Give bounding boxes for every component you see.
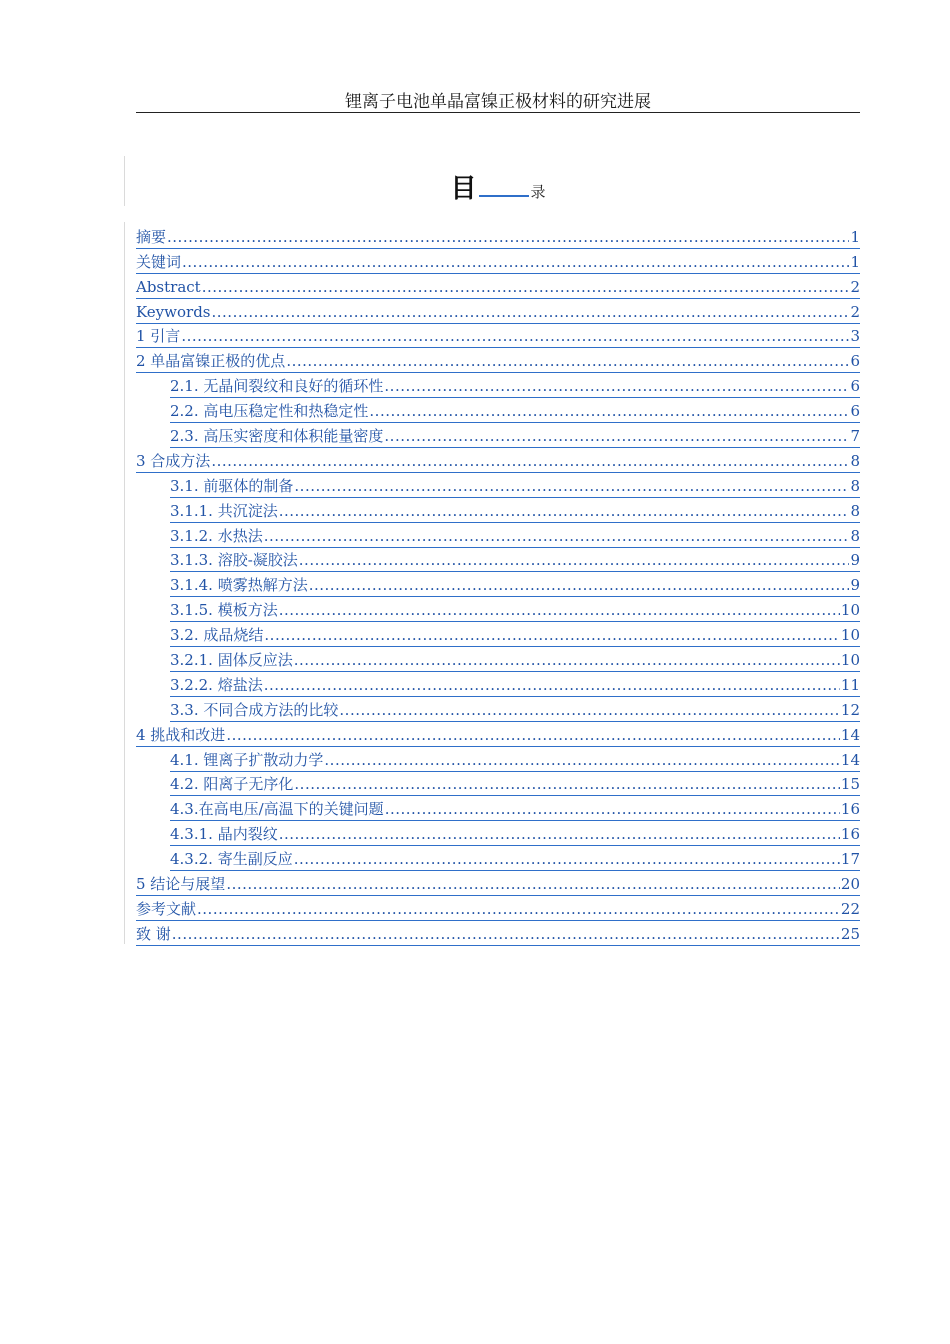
toc-entry-page: 25 — [840, 924, 860, 943]
toc-entry-page: 15 — [840, 775, 860, 794]
toc-entry-page: 6 — [850, 402, 860, 421]
toc-entry[interactable] — [170, 772, 860, 797]
toc-entry[interactable] — [136, 348, 860, 373]
toc-entry[interactable] — [170, 697, 860, 722]
toc-entry-text: 3.1. 前驱体的制备 — [170, 476, 294, 495]
toc-entry-page: 7 — [850, 427, 860, 446]
toc-entry[interactable] — [170, 572, 860, 597]
toc-entry[interactable] — [170, 647, 860, 672]
toc-leader-dots — [299, 552, 850, 569]
toc-entry-text: 3.1.2. 水热法 — [170, 526, 263, 545]
toc-leader-dots — [264, 627, 840, 644]
toc-leader-dots — [202, 279, 850, 296]
toc-entry-text: 3.2.1. 固体反应法 — [170, 651, 293, 670]
toc-leader-dots — [294, 776, 840, 793]
toc-entry-text: 3.2. 成品烧结 — [170, 626, 264, 645]
toc-entry-page: 11 — [840, 675, 860, 694]
toc-entry[interactable] — [170, 846, 860, 871]
toc-entry[interactable] — [170, 498, 860, 523]
toc-entry-text: 4.2. 阳离子无序化 — [170, 775, 294, 794]
toc-entry-text: 3.1.4. 喷雾热解方法 — [170, 576, 308, 595]
toc-entry-text: Keywords — [136, 302, 211, 321]
toc-entry-page: 16 — [840, 825, 860, 844]
toc-entry-page: 1 — [850, 252, 860, 271]
toc-entry-text: 3 合成方法 — [136, 451, 211, 470]
toc-entry-page: 2 — [850, 277, 860, 296]
toc-entry-page: 10 — [840, 626, 860, 645]
toc-entry[interactable] — [170, 622, 860, 647]
toc-entry[interactable] — [170, 597, 860, 622]
toc-entry-text: 致 谢 — [136, 924, 171, 943]
toc-heading — [136, 168, 860, 204]
toc-heading-gap — [479, 194, 529, 197]
toc-entry[interactable] — [136, 299, 860, 324]
toc-entry-text: 4.3.1. 晶内裂纹 — [170, 825, 278, 844]
toc-entry-text: 2.1. 无晶间裂纹和良好的循环性 — [170, 377, 384, 396]
toc-entry-page: 8 — [850, 526, 860, 545]
toc-leader-dots — [264, 677, 840, 694]
toc-entry-page: 14 — [840, 750, 860, 769]
toc-entry[interactable] — [170, 373, 860, 398]
toc-leader-dots — [182, 254, 849, 271]
toc-entry[interactable] — [170, 747, 860, 772]
toc-entry[interactable] — [170, 796, 860, 821]
toc-entry-text: 4.3.2. 寄生副反应 — [170, 850, 293, 869]
header-rule — [136, 112, 860, 113]
toc-leader-dots — [385, 801, 840, 818]
toc-entry-page: 14 — [840, 725, 860, 744]
toc-heading-small: 录 — [530, 183, 546, 201]
toc-leader-dots — [226, 876, 840, 893]
toc-entry[interactable] — [170, 672, 860, 697]
toc-entry-text: 参考文献 — [136, 899, 197, 918]
toc-entry-text: 2 单晶富镍正极的优点 — [136, 352, 286, 371]
toc-entry-page: 1 — [850, 227, 860, 246]
toc-leader-dots — [211, 453, 849, 470]
toc-entry-page: 6 — [850, 352, 860, 371]
toc-entry-page: 6 — [850, 377, 860, 396]
toc-entry[interactable] — [136, 224, 860, 249]
table-of-contents — [136, 224, 860, 946]
toc-leader-dots — [384, 428, 849, 445]
toc-leader-dots — [181, 328, 849, 345]
toc-entry-text: Abstract — [136, 277, 201, 296]
toc-entry[interactable] — [136, 722, 860, 747]
toc-entry-text: 3.2.2. 熔盐法 — [170, 675, 263, 694]
toc-entry-page: 17 — [840, 850, 860, 869]
toc-entry-text: 关键词 — [136, 252, 182, 271]
toc-entry[interactable] — [136, 448, 860, 473]
toc-entry[interactable] — [136, 274, 860, 299]
toc-entry-page: 12 — [840, 700, 860, 719]
toc-entry-text: 4.3.在高电压/高温下的关键问题 — [170, 800, 384, 819]
toc-entry-text: 4.1. 锂离子扩散动力学 — [170, 750, 324, 769]
toc-entry[interactable] — [136, 921, 860, 946]
toc-leader-dots — [167, 229, 849, 246]
toc-leader-dots — [264, 528, 850, 545]
toc-leader-dots — [294, 652, 840, 669]
margin-guide-line — [124, 222, 125, 944]
toc-entry[interactable] — [136, 324, 860, 349]
toc-entry-page: 8 — [850, 501, 860, 520]
toc-leader-dots — [197, 901, 840, 918]
toc-leader-dots — [212, 304, 850, 321]
toc-entry[interactable] — [136, 249, 860, 274]
toc-entry[interactable] — [136, 896, 860, 921]
toc-entry[interactable] — [136, 871, 860, 896]
toc-leader-dots — [339, 702, 840, 719]
toc-leader-dots — [384, 378, 849, 395]
toc-entry[interactable] — [170, 523, 860, 548]
toc-entry-text: 3.1.3. 溶胶-凝胶法 — [170, 551, 298, 570]
toc-entry-page: 9 — [850, 576, 860, 595]
toc-heading-main: 目 — [450, 174, 477, 204]
toc-entry-page: 2 — [850, 302, 860, 321]
toc-entry-page: 3 — [850, 327, 860, 346]
toc-entry-text: 3.3. 不同合成方法的比较 — [170, 700, 339, 719]
toc-entry-text: 摘要 — [136, 227, 167, 246]
toc-entry-page: 22 — [840, 899, 860, 918]
toc-leader-dots — [172, 926, 840, 943]
toc-entry-page: 8 — [850, 451, 860, 470]
toc-leader-dots — [279, 503, 850, 520]
toc-leader-dots — [309, 577, 850, 594]
toc-entry[interactable] — [170, 473, 860, 498]
running-header-title: 锂离子电池单晶富镍正极材料的研究进展 — [345, 92, 651, 112]
toc-entry[interactable] — [170, 548, 860, 573]
toc-entry[interactable] — [170, 423, 860, 448]
toc-leader-dots — [369, 403, 849, 420]
toc-entry[interactable] — [170, 398, 860, 423]
toc-leader-dots — [324, 752, 840, 769]
toc-entry-page: 16 — [840, 800, 860, 819]
toc-leader-dots — [294, 851, 840, 868]
toc-leader-dots — [279, 602, 840, 619]
toc-entry-text: 5 结论与展望 — [136, 875, 226, 894]
toc-leader-dots — [294, 478, 849, 495]
toc-entry-page: 20 — [840, 875, 860, 894]
toc-entry-text: 3.1.5. 模板方法 — [170, 601, 278, 620]
toc-leader-dots — [226, 727, 840, 744]
toc-entry-text: 4 挑战和改进 — [136, 725, 226, 744]
toc-entry[interactable] — [170, 821, 860, 846]
margin-guide-line — [124, 156, 125, 206]
toc-entry-page: 10 — [840, 651, 860, 670]
toc-entry-text: 3.1.1. 共沉淀法 — [170, 501, 278, 520]
toc-entry-text: 2.3. 高压实密度和体积能量密度 — [170, 427, 384, 446]
toc-entry-page: 9 — [850, 551, 860, 570]
toc-entry-text: 2.2. 高电压稳定性和热稳定性 — [170, 402, 369, 421]
toc-entry-page: 10 — [840, 601, 860, 620]
toc-leader-dots — [279, 826, 840, 843]
toc-leader-dots — [286, 353, 849, 370]
toc-entry-page: 8 — [850, 476, 860, 495]
toc-entry-text: 1 引言 — [136, 327, 181, 346]
